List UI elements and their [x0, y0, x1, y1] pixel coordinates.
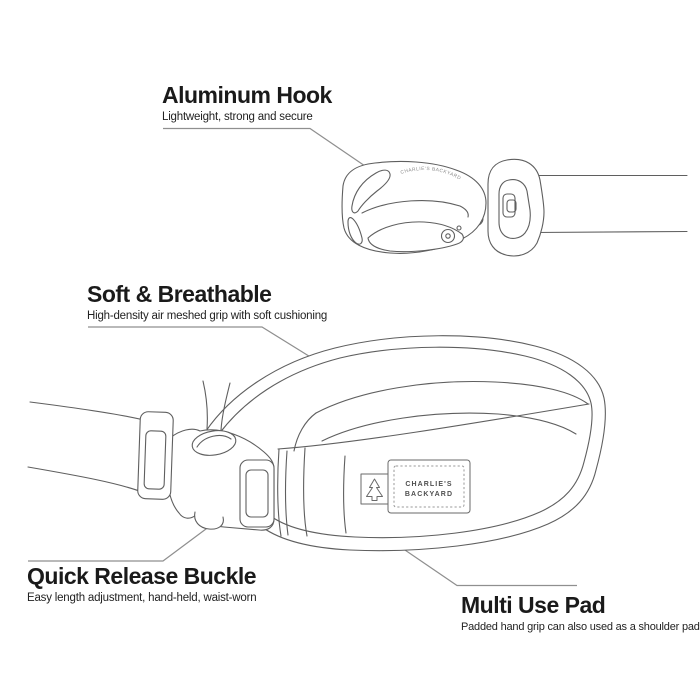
annotation-title: Soft & Breathable [87, 281, 272, 307]
hook-strap [532, 175, 687, 233]
annotation-description: Easy length adjustment, hand-held, waist-worn [27, 592, 257, 604]
annotation-title: Multi Use Pad [461, 592, 606, 618]
annotation-description: Lightweight, strong and secure [162, 111, 313, 123]
leader-line-multi-use-pad [402, 548, 577, 586]
patch-text-line1: CHARLIE'S [405, 481, 453, 488]
annotation-title: Aluminum Hook [162, 82, 332, 108]
leader-line-quick-release [28, 523, 214, 561]
annotation-multi-use-pad [461, 594, 700, 633]
annotation-title: Quick Release Buckle [27, 563, 257, 589]
annotation-soft-breathable [87, 283, 327, 322]
handle-illustration [28, 336, 605, 551]
aluminum-hook-illustration [342, 159, 687, 256]
patch-text-line2: BACKYARD [404, 491, 454, 498]
hook-engraving-text: CHARLIE'S BACKYARD [400, 166, 462, 182]
patch-tree-tab [361, 474, 388, 504]
leader-line-aluminum-hook [163, 129, 365, 167]
annotation-description: Padded hand grip can also used as a shoulder pad [461, 621, 700, 633]
buckle-male-part [137, 411, 173, 499]
annotation-quick-release-buckle [27, 565, 256, 604]
annotation-aluminum-hook [162, 84, 332, 123]
annotation-description: High-density air meshed grip with soft cushioning [87, 310, 328, 322]
